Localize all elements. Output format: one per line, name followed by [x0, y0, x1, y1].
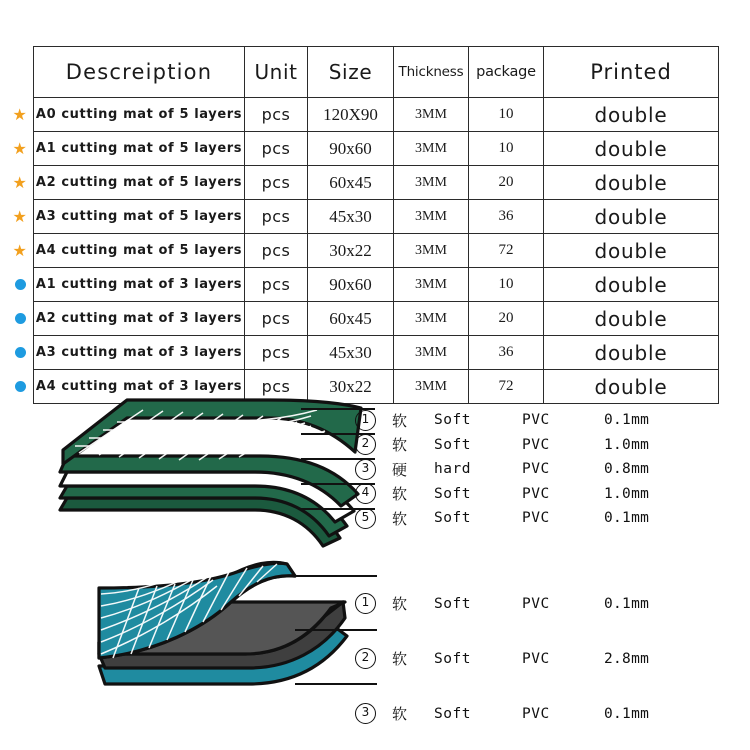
legend-hardness-cn: 软	[392, 650, 408, 668]
cell-printed: double	[544, 234, 719, 268]
cell-description: ★ A4 cutting mat of 5 layers	[34, 234, 245, 268]
legend-row	[355, 576, 649, 631]
column-header-package: package	[469, 47, 544, 98]
star-icon: ★	[12, 206, 28, 226]
five-layer-mat-illustration	[55, 398, 385, 548]
table-row	[34, 132, 719, 166]
legend-hardness-en: Soft	[434, 595, 471, 612]
legend-row	[355, 408, 649, 433]
legend-hardness-en: Soft	[434, 510, 471, 527]
legend-material: PVC	[522, 705, 550, 722]
cell-description: A1 cutting mat of 3 layers	[34, 268, 245, 302]
table-row	[34, 200, 719, 234]
legend-material: PVC	[522, 650, 550, 667]
cell-size: 30x22	[308, 234, 394, 268]
column-header-thickness: Thickness	[394, 47, 469, 98]
legend-hardness-en: Soft	[434, 412, 471, 429]
legend-number-badge: 1	[355, 410, 376, 431]
legend-material: PVC	[522, 461, 550, 478]
cell-unit: pcs	[245, 336, 308, 370]
cell-size: 60x45	[308, 302, 394, 336]
cell-unit: pcs	[245, 200, 308, 234]
legend-hardness-cn: 软	[392, 411, 408, 430]
legend-number-badge: 5	[355, 508, 376, 529]
cell-package: 36	[469, 336, 544, 370]
legend-hardness-en: Soft	[434, 705, 471, 722]
cell-printed: double	[544, 370, 719, 404]
table-row	[34, 234, 719, 268]
star-icon: ★	[12, 172, 28, 192]
star-icon: ★	[12, 104, 28, 124]
legend-material: PVC	[522, 510, 550, 527]
cell-size: 30x22	[308, 370, 394, 404]
legend-number-badge: 2	[355, 648, 376, 669]
legend-number-badge: 3	[355, 459, 376, 480]
legend-hardness-en: Soft	[434, 650, 471, 667]
dot-icon	[12, 277, 28, 293]
legend-hardness-en: Soft	[434, 436, 471, 453]
column-header-unit: Unit	[245, 47, 308, 98]
legend-thickness: 2.8mm	[604, 650, 650, 667]
cell-package: 20	[469, 166, 544, 200]
legend-row	[355, 686, 649, 741]
legend-hardness-cn: 软	[392, 436, 408, 455]
legend-thickness: 0.1mm	[604, 705, 650, 722]
spec-table-container	[12, 46, 718, 404]
legend-hardness-cn: 软	[392, 595, 408, 613]
cell-unit: pcs	[245, 268, 308, 302]
cell-description: ★ A3 cutting mat of 5 layers	[34, 200, 245, 234]
cell-thickness: 3MM	[394, 302, 469, 336]
cell-description: ★ A2 cutting mat of 5 layers	[34, 166, 245, 200]
cell-size: 90x60	[308, 132, 394, 166]
cell-package: 10	[469, 132, 544, 166]
dot-icon	[12, 379, 28, 395]
legend-thickness: 0.8mm	[604, 461, 650, 478]
table-row	[34, 98, 719, 132]
cell-unit: pcs	[245, 370, 308, 404]
cell-description: ★ A1 cutting mat of 5 layers	[34, 132, 245, 166]
cell-package: 10	[469, 98, 544, 132]
cell-unit: pcs	[245, 98, 308, 132]
legend-hardness-cn: 硬	[392, 460, 408, 479]
legend-hardness-cn: 软	[392, 705, 408, 723]
cell-unit: pcs	[245, 132, 308, 166]
dot-icon	[12, 311, 28, 327]
legend-material: PVC	[522, 485, 550, 502]
legend-material: PVC	[522, 595, 550, 612]
cell-package: 72	[469, 370, 544, 404]
column-header-size: Size	[308, 47, 394, 98]
cell-size: 90x60	[308, 268, 394, 302]
legend-hardness-en: hard	[434, 461, 471, 478]
cell-thickness: 3MM	[394, 132, 469, 166]
spec-table	[12, 46, 719, 404]
legend-hardness-cn: 软	[392, 509, 408, 528]
cell-size: 120X90	[308, 98, 394, 132]
table-row	[34, 166, 719, 200]
cell-thickness: 3MM	[394, 268, 469, 302]
cell-description: ★ A0 cutting mat of 5 layers	[34, 98, 245, 132]
dot-icon	[12, 345, 28, 361]
legend-row	[355, 433, 649, 458]
cell-package: 72	[469, 234, 544, 268]
legend-number-badge: 4	[355, 483, 376, 504]
column-header-description: Descreiption	[34, 47, 245, 98]
legend-row	[355, 457, 649, 482]
cell-unit: pcs	[245, 166, 308, 200]
cell-thickness: 3MM	[394, 166, 469, 200]
cell-unit: pcs	[245, 234, 308, 268]
cell-unit: pcs	[245, 302, 308, 336]
table-row	[34, 302, 719, 336]
legend-material: PVC	[522, 436, 550, 453]
legend-row	[355, 631, 649, 686]
cell-printed: double	[544, 200, 719, 234]
legend-row	[355, 482, 649, 507]
legend-hardness-cn: 软	[392, 485, 408, 504]
table-row	[34, 268, 719, 302]
cell-description: A3 cutting mat of 3 layers	[34, 336, 245, 370]
cell-package: 20	[469, 302, 544, 336]
cell-size: 45x30	[308, 336, 394, 370]
star-icon: ★	[12, 138, 28, 158]
cell-thickness: 3MM	[394, 370, 469, 404]
cell-printed: double	[544, 166, 719, 200]
cell-thickness: 3MM	[394, 234, 469, 268]
cell-description: A2 cutting mat of 3 layers	[34, 302, 245, 336]
cell-printed: double	[544, 132, 719, 166]
legend-material: PVC	[522, 412, 550, 429]
legend-row	[355, 506, 649, 531]
three-layer-mat-illustration	[95, 558, 385, 708]
legend-thickness: 0.1mm	[604, 412, 650, 429]
cell-thickness: 3MM	[394, 200, 469, 234]
table-header-row	[34, 47, 719, 98]
cell-printed: double	[544, 336, 719, 370]
legend-number-badge: 3	[355, 703, 376, 724]
legend-number-badge: 1	[355, 593, 376, 614]
legend-thickness: 1.0mm	[604, 485, 650, 502]
column-header-printed: Printed	[544, 47, 719, 98]
cell-description: A4 cutting mat of 3 layers	[34, 370, 245, 404]
cell-package: 10	[469, 268, 544, 302]
three-layer-legend	[355, 576, 649, 741]
cell-size: 60x45	[308, 166, 394, 200]
cell-printed: double	[544, 302, 719, 336]
legend-number-badge: 2	[355, 434, 376, 455]
cell-thickness: 3MM	[394, 98, 469, 132]
cell-printed: double	[544, 268, 719, 302]
cell-printed: double	[544, 98, 719, 132]
legend-thickness: 1.0mm	[604, 436, 650, 453]
five-layer-legend	[355, 408, 649, 531]
legend-thickness: 0.1mm	[604, 595, 650, 612]
cell-package: 36	[469, 200, 544, 234]
cell-size: 45x30	[308, 200, 394, 234]
legend-hardness-en: Soft	[434, 485, 471, 502]
cell-thickness: 3MM	[394, 336, 469, 370]
legend-thickness: 0.1mm	[604, 510, 650, 527]
star-icon: ★	[12, 240, 28, 260]
table-row	[34, 336, 719, 370]
